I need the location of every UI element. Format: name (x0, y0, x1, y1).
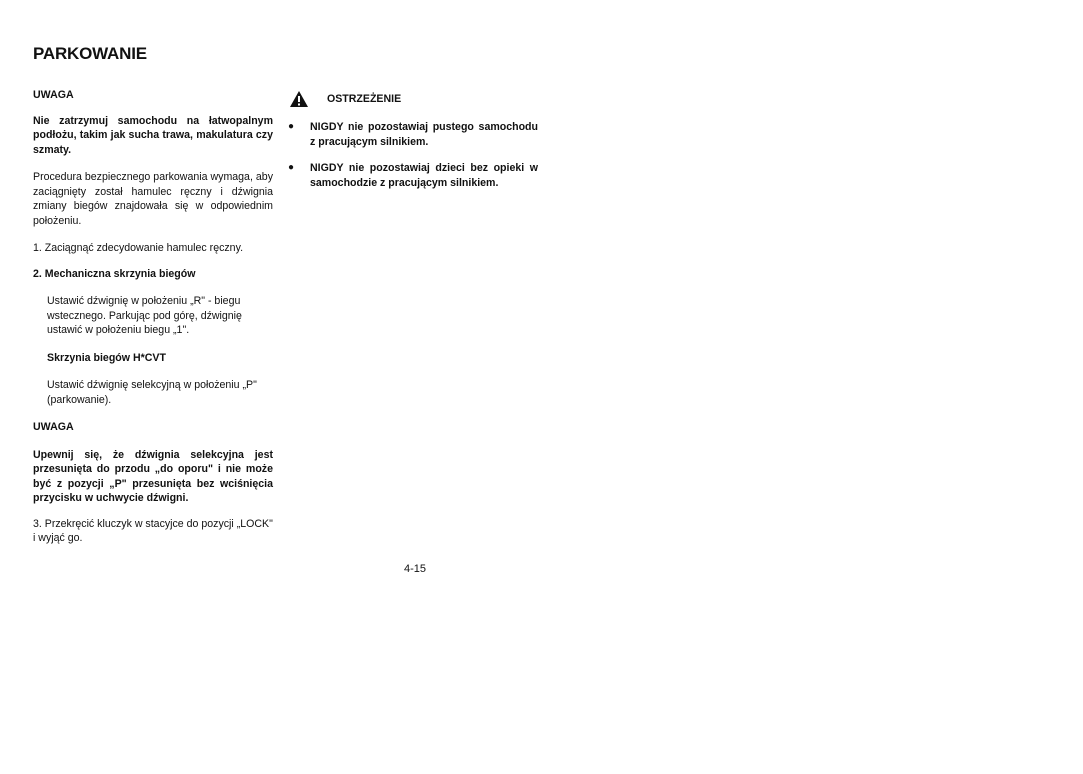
cvt-heading: Skrzynia biegów H*CVT (47, 351, 166, 364)
warning-bullet-text: NIGDY nie pozostawiaj pustego samochodu z pracującym silnikiem. (310, 121, 538, 148)
uwaga-heading-2: UWAGA (33, 421, 74, 433)
bullet-icon: ● (288, 121, 295, 132)
warning-bullet-text: NIGDY nie pozostawiaj dzieci bez opieki w samochodzie z pracującym silnikiem. (310, 162, 538, 189)
warning-triangle-icon (289, 90, 309, 108)
left-column (33, 88, 273, 546)
warning-bullet-item (288, 120, 538, 149)
step-2-heading: 2. Mechaniczna skrzynia biegów (33, 267, 196, 280)
page-number: 4-15 (404, 563, 427, 575)
right-column (288, 88, 538, 202)
step-2-text: Ustawić dźwignię w położeniu „R" - biegu wstecznego. Parkując pod górę, dźwignię ustawić w położeniu biegu „1". (47, 295, 242, 336)
uwaga-text: Nie zatrzymuj samochodu na łatwopalnym podłożu, takim jak sucha trawa, makulatura czy szmaty. (33, 114, 273, 156)
warning-bullet-item (288, 161, 538, 190)
step-1: 1. Zaciągnąć zdecydowanie hamulec ręczny. (33, 242, 244, 254)
procedure-text: Procedura bezpiecznego parkowania wymaga, aby zaciągnięty został hamulec ręczny i dźwignia zmiany biegów znajdowała się w odpowiednim położeniu. (33, 171, 273, 227)
uwaga-text-2: Upewnij się, że dźwignia selekcyjna jest przesunięta do przodu „do oporu" i nie może być z pozycji „P" przesunięta bez wciśnięcia przycisku w uchwycie dźwigni. (33, 448, 273, 504)
page-title: PARKOWANIE (33, 44, 147, 63)
warning-header (288, 88, 538, 110)
cvt-text: Ustawić dźwignię selekcyjną w położeniu „P" (parkowanie). (47, 379, 257, 406)
bullet-icon: ● (288, 162, 295, 173)
step-3: 3. Przekręcić kluczyk w stacyjce do pozycji „LOCK" i wyjąć go. (33, 517, 273, 544)
uwaga-heading: UWAGA (33, 89, 74, 101)
warning-heading: OSTRZEŻENIE (327, 92, 402, 105)
